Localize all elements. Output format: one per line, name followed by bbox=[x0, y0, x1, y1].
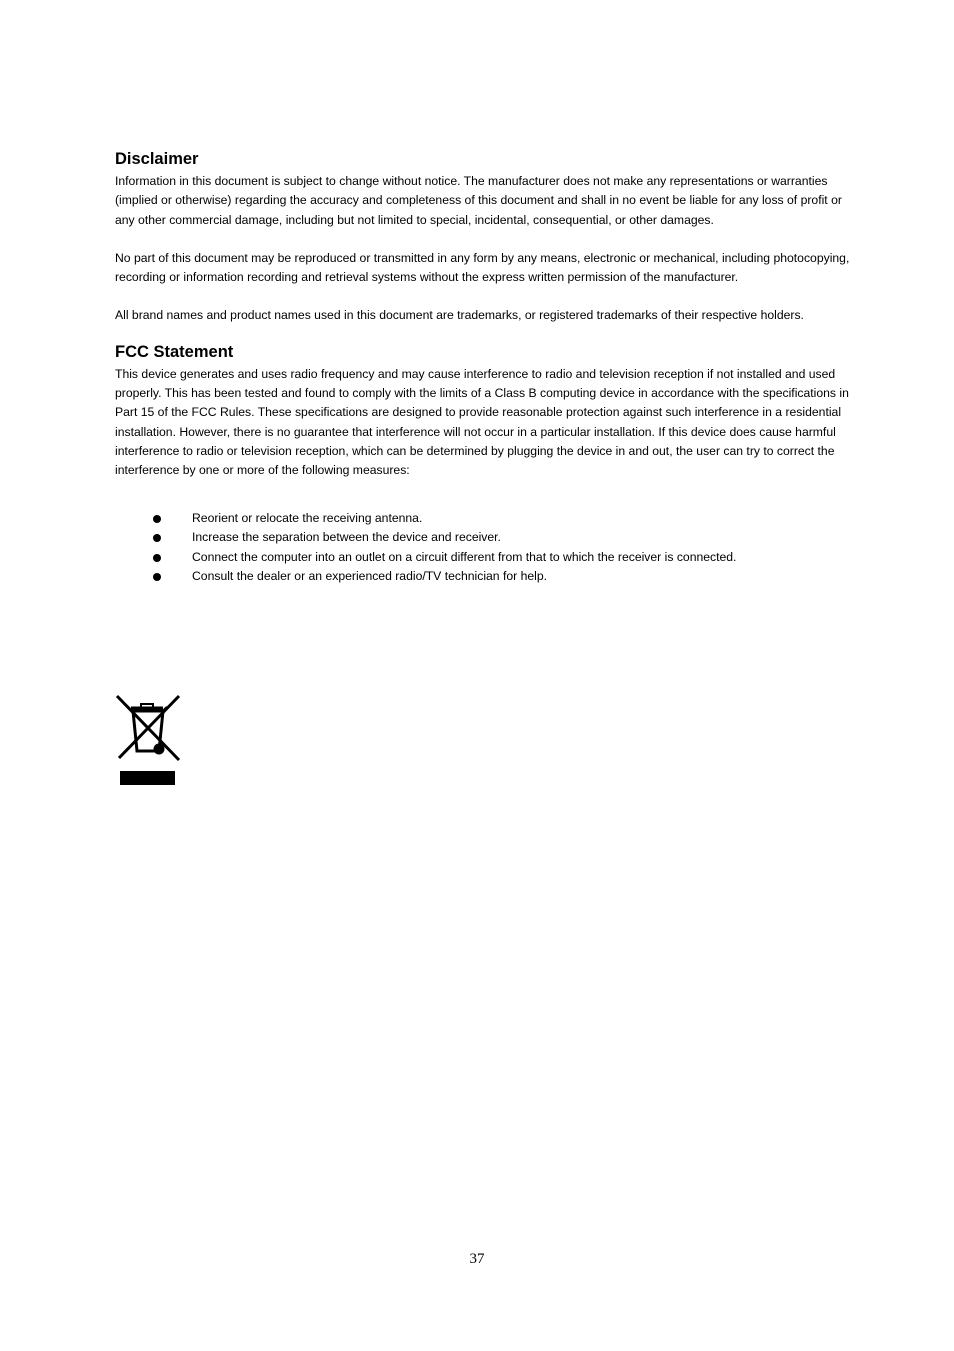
bullet-icon bbox=[153, 573, 161, 581]
fcc-measures-list bbox=[115, 509, 850, 587]
fcc-section bbox=[115, 341, 850, 587]
bullet-icon bbox=[153, 554, 161, 562]
page-content bbox=[115, 148, 850, 587]
bullet-icon bbox=[153, 515, 161, 523]
list-item bbox=[115, 528, 850, 548]
measure-text: Consult the dealer or an experienced radio/TV technician for help. bbox=[192, 569, 548, 584]
disclaimer-paragraph-3: All brand names and product names used in this document are trademarks, or registered trademarks of their respective holders. bbox=[115, 308, 804, 323]
crossed-out-wheelie-bin-icon bbox=[113, 693, 183, 787]
measure-text: Increase the separation between the device and receiver. bbox=[192, 530, 501, 545]
measure-text: Connect the computer into an outlet on a circuit different from that to which the receiver is connected. bbox=[192, 549, 737, 564]
bullet-icon bbox=[153, 534, 161, 542]
fcc-paragraph: This device generates and uses radio frequency and may cause interference to radio and television reception if not installed and used properly. This has been tested and found to comply with the limits of a Class B computing device in accordance with the specifications in Part 15 of the FCC Rules. These specifications are designed to provide reasonable protection against such interference in a residential installation. However, there is no guarantee that interference will not occur in a particular installation. If this device does cause harmful interference to radio or television reception, which can be determined by plugging the device in and out, the user can try to correct the interference by one or more of the following measures: bbox=[115, 366, 849, 478]
disclaimer-section bbox=[115, 148, 850, 326]
list-item bbox=[115, 567, 850, 587]
disclaimer-heading: Disclaimer bbox=[115, 150, 199, 168]
list-item bbox=[115, 509, 850, 529]
page-number: 37 bbox=[469, 1251, 485, 1267]
fcc-heading: FCC Statement bbox=[115, 342, 234, 361]
measure-text: Reorient or relocate the receiving antenna. bbox=[192, 510, 423, 525]
disclaimer-paragraph-2: No part of this document may be reproduced or transmitted in any form by any means, electronic or mechanical, including photocopying, recording or information recording and retrieval systems without the express written permission of the manufacturer. bbox=[115, 250, 850, 285]
list-item bbox=[115, 548, 850, 568]
disclaimer-paragraph-1: Information in this document is subject to change without notice. The manufacturer does not make any representations or warranties (implied or otherwise) regarding the accuracy and completeness of this document and shall in no event be liable for any loss of profit or any other commercial damage, including but not limited to special, incidental, consequential, or other damages. bbox=[115, 174, 842, 227]
